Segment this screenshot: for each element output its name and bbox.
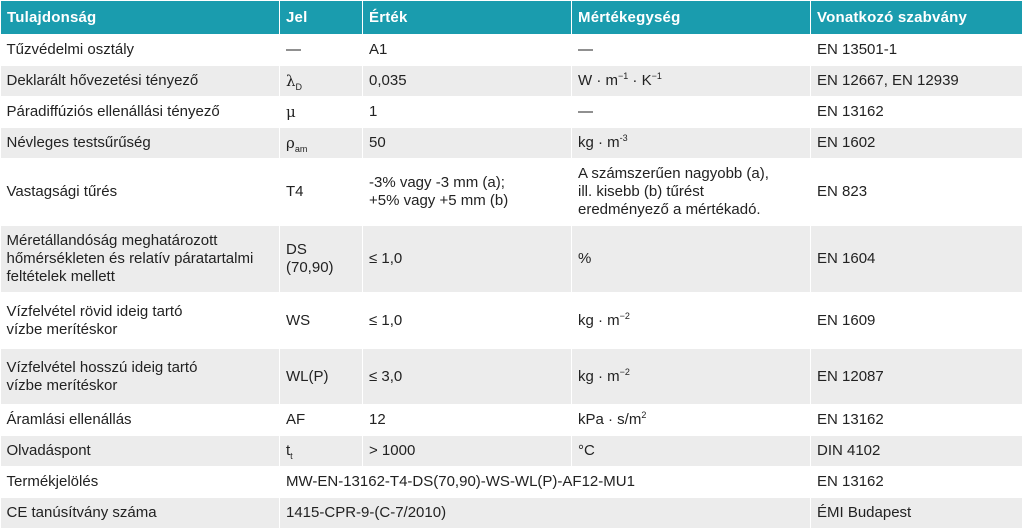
cell-value: ≤ 1,0 [363, 293, 572, 349]
cell-symbol [280, 436, 363, 467]
table-row [1, 498, 1022, 529]
cell-value: ≤ 1,0 [363, 226, 572, 293]
cell-unit: % [572, 226, 811, 293]
symbol-subscript: D [295, 81, 303, 92]
cell-property: Vastagsági tűrés [1, 159, 280, 226]
cell-standard: DIN 4102 [811, 436, 1022, 467]
property-line: vízbe merítéskor [6, 320, 118, 338]
cell-value: > 1000 [363, 436, 572, 467]
table-row [1, 159, 1022, 226]
cell-unit [572, 405, 811, 436]
cell-unit [572, 159, 811, 226]
unit-part: · K [628, 72, 652, 89]
cell-standard: EN 1609 [811, 293, 1022, 349]
property-line: Vízfelvétel rövid ideig tartó [6, 302, 183, 320]
unit-exponent: -3 [619, 133, 628, 143]
header-value: Érték [363, 1, 572, 35]
property-line: vízbe merítéskor [6, 376, 118, 394]
cell-value: A1 [363, 35, 572, 66]
cell-property: Páradiffúziós ellenállási tényező [1, 97, 280, 128]
cell-value: ≤ 3,0 [363, 349, 572, 405]
header-unit: Mértékegység [572, 1, 811, 35]
cell-product-code: MW-EN-13162-T4-DS(70,90)-WS-WL(P)-AF12-MU1 [280, 467, 811, 498]
table-row [1, 293, 1022, 349]
table-row [1, 405, 1022, 436]
table-row [1, 97, 1022, 128]
value-line: -3% vagy -3 mm (a); [369, 174, 505, 191]
unit-line: eredményező a mértékadó. [578, 201, 761, 218]
cell-property: Termékjelölés [1, 467, 280, 498]
table-row [1, 226, 1022, 293]
cell-standard: EN 13162 [811, 467, 1022, 498]
cell-standard: EN 13162 [811, 405, 1022, 436]
table-header [1, 1, 1022, 35]
symbol-main: t [286, 442, 291, 459]
table-body [1, 35, 1022, 529]
cell-property: Áramlási ellenállás [1, 405, 280, 436]
cell-standard: EN 12087 [811, 349, 1022, 405]
cell-symbol: DS (70,90) [280, 226, 363, 293]
table-row [1, 66, 1022, 97]
cell-standard: EN 1602 [811, 128, 1022, 159]
cell-symbol: T4 [280, 159, 363, 226]
symbol-main: λ [286, 71, 296, 90]
value-line: +5% vagy +5 mm (b) [369, 192, 509, 209]
property-line: Vízfelvétel hosszú ideig tartó [6, 358, 198, 376]
cell-standard: EN 823 [811, 159, 1022, 226]
cell-value: 12 [363, 405, 572, 436]
cell-symbol: WS [280, 293, 363, 349]
table-row [1, 349, 1022, 405]
cell-symbol: AF [280, 405, 363, 436]
cell-certificate-number: 1415-CPR-9-(C-7/2010) [280, 498, 811, 529]
cell-standard: ÉMI Budapest [811, 498, 1022, 529]
symbol-subscript: t [290, 451, 293, 461]
unit-exponent: −1 [617, 71, 629, 81]
cell-standard: EN 12667, EN 12939 [811, 66, 1022, 97]
unit-part: kg · m [578, 311, 620, 329]
cell-unit [572, 128, 811, 159]
cell-unit: — [572, 35, 811, 66]
table-row [1, 436, 1022, 467]
cell-property: Tűzvédelmi osztály [1, 35, 280, 66]
unit-part: kg · m [578, 134, 620, 151]
cell-property: Olvadáspont [1, 436, 280, 467]
table-row [1, 35, 1022, 66]
unit-part: kPa · s/m [578, 411, 642, 428]
symbol-subscript: am [294, 143, 308, 154]
cell-symbol [280, 128, 363, 159]
cell-standard: EN 13162 [811, 97, 1022, 128]
unit-line: ill. kisebb (b) tűrést [578, 183, 704, 200]
symbol-main: ρ [286, 133, 295, 152]
header-symbol: Jel [280, 1, 363, 35]
cell-unit [572, 66, 811, 97]
property-line: hőmérsékleten és relatív páratartalmi [6, 250, 254, 267]
cell-standard: EN 13501-1 [811, 35, 1022, 66]
header-property: Tulajdonság [1, 1, 280, 35]
unit-exponent: −2 [619, 366, 630, 377]
cell-unit [572, 349, 811, 405]
header-row [1, 1, 1022, 35]
unit-part: kg · m [578, 367, 620, 385]
cell-value: 50 [363, 128, 572, 159]
property-line: Méretállandóság meghatározott [6, 232, 218, 249]
cell-unit: °C [572, 436, 811, 467]
cell-value: 0,035 [363, 66, 572, 97]
unit-part: W · m [578, 72, 618, 89]
cell-property [1, 349, 280, 405]
unit-exponent: −1 [651, 71, 662, 81]
table-row [1, 128, 1022, 159]
property-line: feltételek mellett [6, 268, 115, 285]
cell-symbol: μ [280, 97, 363, 128]
cell-unit [572, 293, 811, 349]
cell-property: Névleges testsűrűség [1, 128, 280, 159]
cell-property [1, 226, 280, 293]
cell-property: Deklarált hővezetési tényező [1, 66, 280, 97]
cell-property [1, 293, 280, 349]
cell-symbol: — [280, 35, 363, 66]
table-row [1, 467, 1022, 498]
cell-value [363, 159, 572, 226]
unit-exponent: 2 [641, 410, 647, 420]
header-standard: Vonatkozó szabvány [811, 1, 1022, 35]
cell-standard: EN 1604 [811, 226, 1022, 293]
cell-property: CE tanúsítvány száma [1, 498, 280, 529]
unit-line: A számszerűen nagyobb (a), [578, 165, 769, 182]
cell-symbol [280, 66, 363, 97]
cell-unit: — [572, 97, 811, 128]
unit-exponent: −2 [619, 310, 630, 321]
cell-value: 1 [363, 97, 572, 128]
cell-symbol: WL(P) [280, 349, 363, 405]
